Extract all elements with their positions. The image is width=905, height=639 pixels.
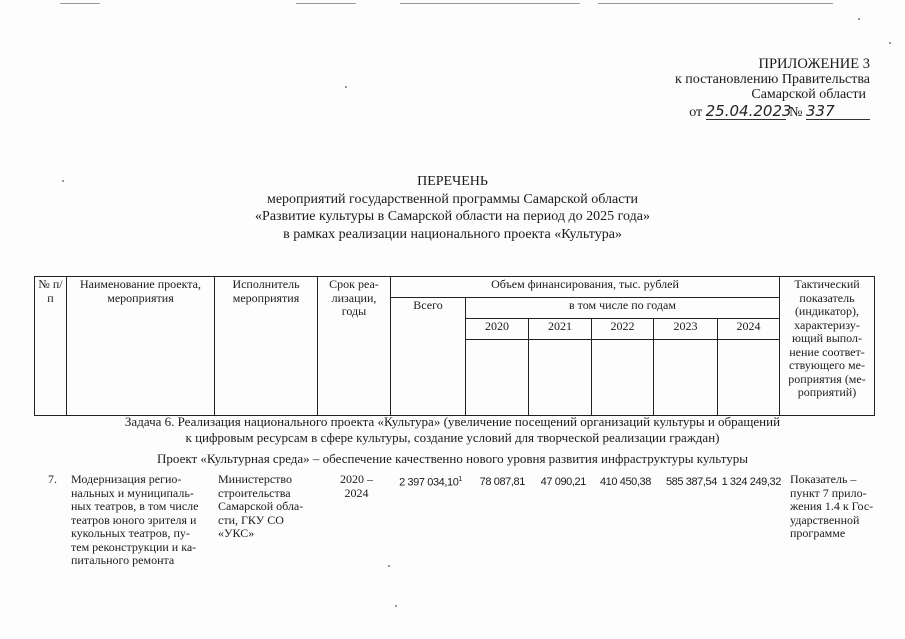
date-prefix: от (689, 105, 703, 120)
appendix-date-line (689, 104, 870, 121)
term-line: 2020 – (340, 472, 373, 486)
scan-speck (345, 86, 347, 88)
title-line: мероприятий государственной программы Самарской области (266, 191, 639, 207)
executor-line: «УКС» (218, 526, 255, 540)
number-prefix: № (789, 105, 803, 120)
row-total (396, 476, 462, 489)
header-year-2023: 2023 (654, 319, 718, 340)
scan-edge-line (598, 3, 833, 4)
term-line: 2024 (344, 485, 369, 500)
row-2020: 78 087,81 (479, 476, 525, 488)
header-indicator: Тактический показатель (индикатор), характеризу-ющий выпол-нение соответ-ствующего ме-роприятия (ме-роприятий) (780, 277, 875, 416)
row-indicator (790, 473, 890, 541)
header-term: Срок реа-лизации, годы (318, 277, 391, 416)
name-line: театров юного зрителя и (71, 512, 197, 527)
header-year-2024: 2024 (718, 319, 780, 340)
header-funding: Объем финансирования, тыс. рублей (391, 277, 780, 298)
scan-speck (395, 605, 397, 607)
empty-cell (592, 340, 654, 416)
executor-line: Самарской обла- (218, 499, 304, 513)
handwritten-number: 337 (806, 104, 870, 120)
row-number: 7. (48, 472, 57, 486)
task-line: Задача 6. Реализация национального проекта «Культура» (увеличение посещений организаций культуры и обращений (124, 414, 781, 429)
row-2021: 47 090,21 (540, 476, 586, 488)
title-line: в рамках реализации национального проекта «Культура» (283, 226, 622, 242)
footnote-mark: 1 (458, 476, 462, 483)
header-by-years: в том числе по годам (466, 298, 780, 319)
name-line: нальных и муниципаль- (71, 485, 194, 500)
empty-cell (466, 340, 529, 416)
empty-cell (654, 340, 718, 416)
scan-edge-line (60, 3, 100, 4)
appendix-line: к постановлению Правительства (674, 72, 870, 87)
name-line: ных театров, в том числе (71, 499, 199, 513)
name-line: тем реконструкции и ка- (71, 539, 197, 554)
executor-line: строительства (218, 485, 291, 500)
header-year-2021: 2021 (529, 319, 592, 340)
document-title (0, 173, 905, 243)
row-2022: 410 450,38 (599, 476, 651, 488)
name-line: кукольных театров, пу- (71, 526, 190, 540)
scan-speck (858, 18, 860, 20)
empty-cell (529, 340, 592, 416)
header-name: Наименование проекта, мероприятия (67, 277, 215, 416)
header-total: Всего (391, 298, 466, 416)
name-line: Модернизация регио- (71, 472, 182, 486)
row-name (71, 473, 216, 568)
indicator-line: Показатель – (790, 472, 857, 486)
scan-edge-line (296, 3, 356, 4)
header-year-2020: 2020 (466, 319, 529, 340)
handwritten-date: 25.04.2023 (705, 102, 792, 120)
row-2024: 1 324 249,32 (721, 476, 781, 488)
appendix-title: ПРИЛОЖЕНИЕ 3 (758, 56, 870, 72)
header-table (34, 276, 875, 416)
name-line: питального ремонта (71, 553, 175, 567)
empty-cell (718, 340, 780, 416)
task-heading (0, 414, 905, 445)
header-executor: Исполнитель мероприятия (215, 277, 318, 416)
indicator-line: жения 1.4 к Гос- (790, 499, 874, 513)
scan-edge-line (400, 3, 580, 4)
row-executor (218, 473, 318, 541)
executor-line: сти, ГКУ СО (218, 512, 284, 527)
scan-speck (889, 42, 891, 44)
header-year-2022: 2022 (592, 319, 654, 340)
row-2023: 585 387,54 (665, 476, 717, 488)
task-line: к цифровым ресурсам в сфере культуры, создание условий для творческой реализации граждан) (185, 429, 720, 445)
title-line: ПЕРЕЧЕНЬ (417, 174, 488, 189)
row-term (320, 473, 393, 500)
appendix-line: Самарской области (751, 87, 866, 102)
total-value: 2 397 034,10 (399, 476, 459, 489)
header-num: № п/п (35, 277, 67, 416)
indicator-line: программе (790, 526, 846, 540)
scan-speck (388, 565, 390, 567)
project-heading: Проект «Культурная среда» – обеспечение качественно нового уровня развития инфраструктуры культуры (157, 451, 748, 466)
executor-line: Министерство (218, 472, 292, 486)
indicator-line: пункт 7 прило- (790, 485, 867, 500)
title-line: «Развитие культуры в Самарской области на период до 2025 года» (255, 209, 650, 224)
indicator-line: ударственной (790, 512, 860, 527)
